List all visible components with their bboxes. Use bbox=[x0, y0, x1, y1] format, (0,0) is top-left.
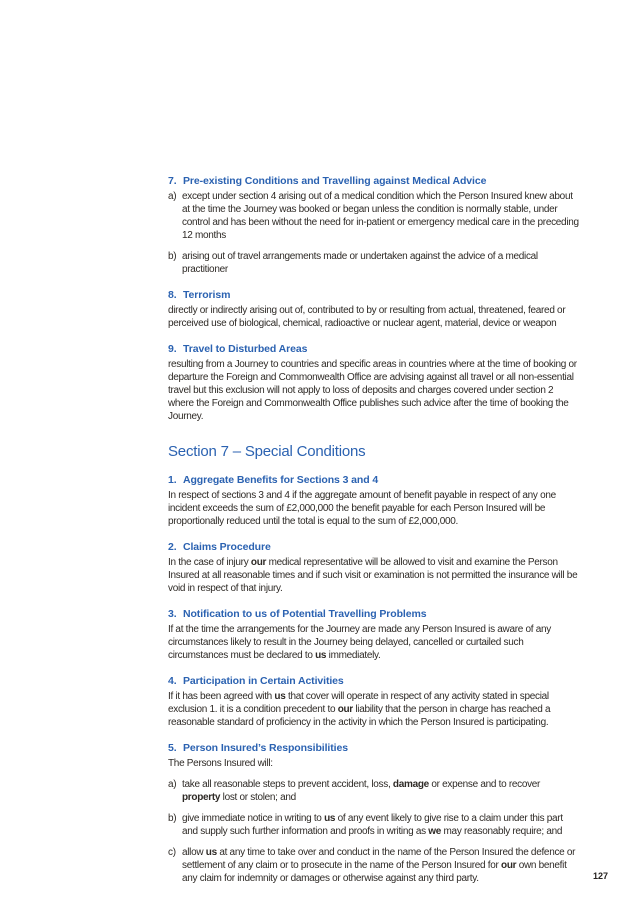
list-item-b bbox=[168, 250, 580, 276]
exclusion-block-8 bbox=[168, 289, 580, 330]
list-item-c bbox=[168, 846, 580, 885]
list-item-text: except under section 4 arising out of a medical condition which the Person Insured knew about at the time the Journey was booked or began unless the condition is normally stable, under control and has been without the need for in-patient or emergency medical care in the preceding 12 months bbox=[182, 191, 579, 241]
body-paragraph: If at the time the arrangements for the Journey are made any Person Insured is aware of any circumstances likely to result in the Journey being delayed, cancelled or curtailed such circumstances must be declared to us immediately. bbox=[168, 624, 551, 661]
list-item-b bbox=[168, 812, 580, 838]
heading-number: 9. bbox=[168, 343, 177, 355]
heading-title: Aggregate Benefits for Sections 3 and 4 bbox=[183, 474, 379, 486]
list-item-label: b) bbox=[168, 813, 177, 824]
body-paragraph: In respect of sections 3 and 4 if the aggregate amount of benefit payable in respect of any one incident exceeds the sum of £2,000,000 the benefit payable for each Person Insured will be proportionally reduced until the total is equal to the sum of £2,000,000. bbox=[168, 490, 556, 527]
list-item-label: a) bbox=[168, 191, 177, 202]
section-7-title: Section 7 – Special Conditions bbox=[168, 443, 366, 460]
heading-title: Notification to us of Potential Travelling Problems bbox=[183, 608, 427, 620]
condition-2-heading bbox=[168, 541, 580, 554]
page-number: 127 bbox=[592, 871, 608, 881]
list-item-text: arising out of travel arrangements made or undertaken against the advice of a medical practitioner bbox=[182, 251, 538, 275]
exclusion-9-heading bbox=[168, 343, 580, 356]
condition-block-3 bbox=[168, 608, 580, 662]
heading-title: Claims Procedure bbox=[183, 541, 271, 553]
body-paragraph: If it has been agreed with us that cover will operate in respect of any activity stated in special exclusion 1. it is a condition precedent to our liability that the person in charge has reached a reasonable standard of proficiency in the activity in which the Person Insured is participating. bbox=[168, 691, 551, 728]
condition-5-heading bbox=[168, 742, 580, 755]
condition-1-heading bbox=[168, 474, 580, 487]
condition-4-heading bbox=[168, 675, 580, 688]
heading-title: Person Insured’s Responsibilities bbox=[183, 742, 348, 754]
list-item-a bbox=[168, 190, 580, 242]
body-paragraph: resulting from a Journey to countries and specific areas in countries where at the time of booking or departure the Foreign and Commonwealth Office are advising against all travel or all non-essential travel but this exclusion will not apply to loss of deposits and charges covered under section 2 where the Foreign and Commonwealth Office publishes such advice after the time of booking the Journey. bbox=[168, 359, 577, 422]
list-item-a bbox=[168, 778, 580, 804]
heading-number: 3. bbox=[168, 608, 177, 620]
exclusion-8-heading bbox=[168, 289, 580, 302]
heading-number: 1. bbox=[168, 474, 177, 486]
list-item-label: b) bbox=[168, 251, 177, 262]
heading-title: Terrorism bbox=[183, 289, 231, 301]
exclusion-block-9 bbox=[168, 343, 580, 423]
list-item-label: c) bbox=[168, 847, 176, 858]
heading-number: 2. bbox=[168, 541, 177, 553]
heading-title: Travel to Disturbed Areas bbox=[183, 343, 308, 355]
heading-number: 4. bbox=[168, 675, 177, 687]
body-paragraph: In the case of injury our medical representative will be allowed to visit and examine the Person Insured at all reasonable times and if such visit or examination is not permitted the insurance will be void in respect of that injury. bbox=[168, 557, 578, 594]
condition-block-4 bbox=[168, 675, 580, 729]
heading-title: Pre-existing Conditions and Travelling against Medical Advice bbox=[183, 175, 487, 187]
list-item-text: give immediate notice in writing to us of any event likely to give rise to a claim under this part and supply such further information and proofs in writing as we may reasonably require; and bbox=[182, 813, 563, 837]
list-item-text: allow us at any time to take over and conduct in the name of the Person Insured the defence or settlement of any claim or to prosecute in the name of the Person Insured for our own benefit any claim for indemnity or damages or otherwise against any third party. bbox=[182, 847, 576, 884]
heading-number: 8. bbox=[168, 289, 177, 301]
list-item-text: take all reasonable steps to prevent accident, loss, damage or expense and to recover property lost or stolen; and bbox=[182, 779, 541, 803]
condition-block-2 bbox=[168, 541, 580, 595]
page-content bbox=[168, 175, 580, 885]
condition-block-5 bbox=[168, 742, 580, 885]
exclusion-7-heading bbox=[168, 175, 580, 188]
heading-number: 5. bbox=[168, 742, 177, 754]
exclusion-block-7 bbox=[168, 175, 580, 276]
condition-3-heading bbox=[168, 608, 580, 621]
intro-paragraph: The Persons Insured will: bbox=[168, 758, 273, 769]
heading-number: 7. bbox=[168, 175, 177, 187]
body-paragraph: directly or indirectly arising out of, contributed to by or resulting from actual, threatened, feared or perceived use of biological, chemical, radioactive or nuclear agent, material, device or weapon bbox=[168, 305, 566, 329]
heading-title: Participation in Certain Activities bbox=[183, 675, 344, 687]
list-item-label: a) bbox=[168, 779, 177, 790]
condition-block-1 bbox=[168, 474, 580, 528]
